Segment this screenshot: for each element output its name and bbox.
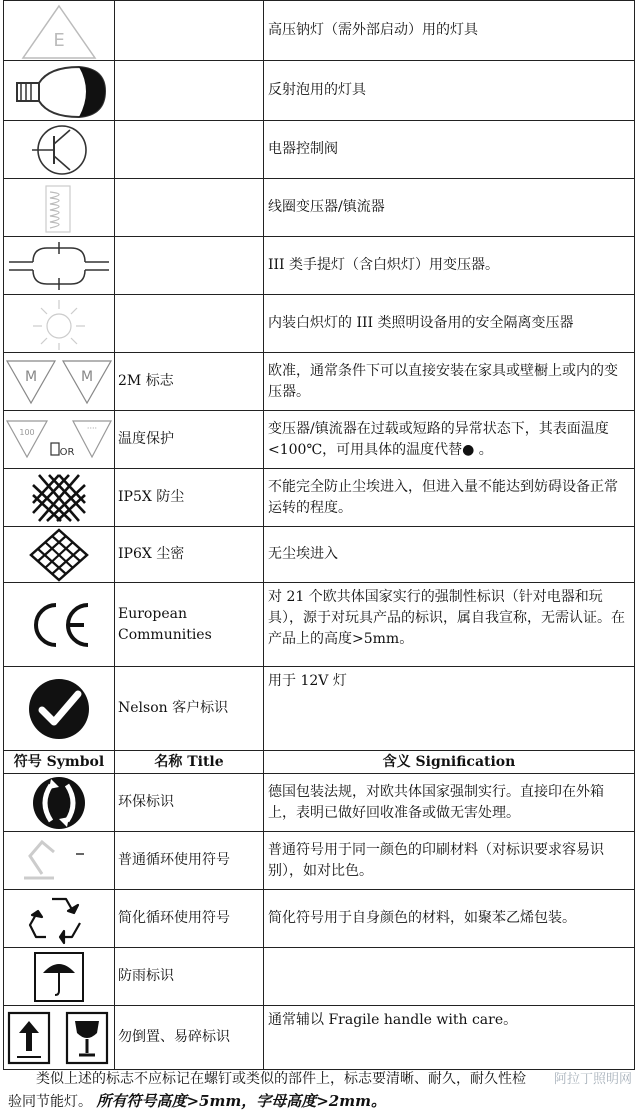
symbol-cell: [4, 237, 115, 295]
desc-cell: 无尘埃进入: [264, 527, 635, 583]
svg-text:M: M: [24, 368, 38, 385]
e-triangle-icon: [19, 2, 99, 60]
recycle-triangle-icon: [24, 891, 94, 947]
ip6x-grid-icon: [29, 528, 89, 582]
desc-cell: 普通符号用于同一颜色的印刷材料（对标识要求容易识别），如对比色。: [264, 832, 635, 890]
table-header: [4, 751, 635, 774]
symbol-cell: [4, 179, 115, 237]
name-cell: IP6X 尘密: [115, 527, 264, 583]
header-signification: 含义 Signification: [264, 751, 635, 774]
symbol-cell: [4, 583, 115, 667]
footer-line2: 验同节能灯。: [8, 1094, 92, 1110]
desc-cell: 线圈变压器/镇流器: [264, 179, 635, 237]
header-title: 名称 Title: [115, 751, 264, 774]
table-row: [4, 469, 635, 527]
symbol-cell: [4, 121, 115, 179]
watermark: 阿拉丁照明网: [553, 1072, 632, 1087]
mm-mark-icon: [5, 357, 113, 407]
desc-cell: 用于 12V 灯: [264, 667, 635, 751]
symbol-cell: [4, 295, 115, 353]
ip5x-grid-icon: [29, 471, 89, 525]
table-row: [4, 295, 635, 353]
name-cell: [115, 1, 264, 61]
table-row: [4, 832, 635, 890]
footer-bold: 所有符号高度>5mm，字母高度>2mm。: [96, 1092, 386, 1110]
symbol-cell: [4, 774, 115, 832]
symbol-cell: [4, 1006, 115, 1070]
desc-cell: 通常辅以 Fragile handle with care。: [264, 1006, 635, 1070]
svg-text:E: E: [53, 29, 65, 51]
desc-cell: 不能完全防止尘埃进入，但进入量不能达到妨碍设备正常运转的程度。: [264, 469, 635, 527]
table-row: [4, 61, 635, 121]
desc-cell: III 类手提灯（含白炽灯）用变压器。: [264, 237, 635, 295]
svg-text:100: 100: [19, 427, 35, 437]
table-row: [4, 1, 635, 61]
desc-cell: 变压器/镇流器在过载或短路的异常状态下，其表面温度<100℃，可用具体的温度代替● 。: [264, 411, 635, 469]
table-row: [4, 237, 635, 295]
symbol-cell: [4, 411, 115, 469]
svg-text:M: M: [80, 368, 94, 385]
symbol-cell: [4, 948, 115, 1006]
table-row: [4, 667, 635, 751]
desc-cell: 简化符号用于自身颜色的材料，如聚苯乙烯包装。: [264, 890, 635, 948]
table-row: [4, 583, 635, 667]
svg-text:····: ····: [86, 423, 98, 433]
name-cell: 防雨标识: [115, 948, 264, 1006]
umbrella-icon: [29, 949, 89, 1005]
table-row: [4, 890, 635, 948]
name-cell: 普通循环使用符号: [115, 832, 264, 890]
name-cell: Nelson 客户标识: [115, 667, 264, 751]
ce-mark-icon: [24, 595, 94, 655]
table-row: [4, 1006, 635, 1070]
name-cell: 环保标识: [115, 774, 264, 832]
name-cell: [115, 61, 264, 121]
table-row: [4, 774, 635, 832]
desc-cell: 电器控制阀: [264, 121, 635, 179]
table-row: [4, 353, 635, 411]
this-way-up-fragile-icon: [5, 1009, 113, 1067]
desc-cell: 高压钠灯（需外部启动）用的灯具: [264, 1, 635, 61]
symbol-cell: [4, 667, 115, 751]
table-row: [4, 527, 635, 583]
green-dot-icon: [29, 775, 89, 831]
symbol-cell: [4, 353, 115, 411]
symbol-cell: [4, 61, 115, 121]
name-cell: 勿倒置、易碎标识: [115, 1006, 264, 1070]
name-cell: 温度保护: [115, 411, 264, 469]
coil-transformer-icon: [34, 180, 84, 236]
symbol-table: [3, 0, 635, 1070]
control-valve-icon: [24, 122, 94, 178]
nelson-check-icon: [24, 674, 94, 744]
recycle-faded-icon: [14, 834, 104, 888]
desc-cell: 内装白炽灯的 III 类照明设备用的安全隔离变压器: [264, 295, 635, 353]
footer-line1: 类似上述的标志不应标记在螺钉或类似的部件上，标志要清晰、耐久，耐久性检: [36, 1071, 526, 1087]
table-row: [4, 948, 635, 1006]
symbol-cell: [4, 469, 115, 527]
symbol-cell: [4, 1, 115, 61]
desc-cell: 德国包装法规，对欧共体国家强制实行。直接印在外箱上，表明已做好回收准备或做无害处理。: [264, 774, 635, 832]
name-cell: European Communities: [115, 583, 264, 667]
header-symbol: 符号 Symbol: [4, 751, 115, 774]
name-cell: 2M 标志: [115, 353, 264, 411]
table-row: [4, 179, 635, 237]
reflector-bulb-icon: [9, 63, 109, 119]
desc-cell: [264, 948, 635, 1006]
name-cell: [115, 121, 264, 179]
symbol-cell: [4, 890, 115, 948]
svg-text:OR: OR: [59, 446, 75, 458]
name-cell: [115, 295, 264, 353]
name-cell: 简化循环使用符号: [115, 890, 264, 948]
desc-cell: 反射泡用的灯具: [264, 61, 635, 121]
symbol-cell: [4, 527, 115, 583]
desc-cell: 欧准，通常条件下可以直接安装在家具或壁橱上或内的变压器。: [264, 353, 635, 411]
name-cell: IP5X 防尘: [115, 469, 264, 527]
table-row: [4, 411, 635, 469]
name-cell: [115, 237, 264, 295]
sun-lamp-icon: [19, 296, 99, 352]
desc-cell: 对 21 个欧共体国家实行的强制性标识（针对电器和玩具），源于对玩具产品的标识，属自我宣称，无需认证。在产品上的高度>5mm。: [264, 583, 635, 667]
footer-note: [8, 1068, 633, 1113]
symbol-cell: [4, 832, 115, 890]
class3-transformer-icon: [7, 238, 111, 294]
temperature-protect-icon: [5, 415, 113, 465]
name-cell: [115, 179, 264, 237]
table-row: [4, 121, 635, 179]
